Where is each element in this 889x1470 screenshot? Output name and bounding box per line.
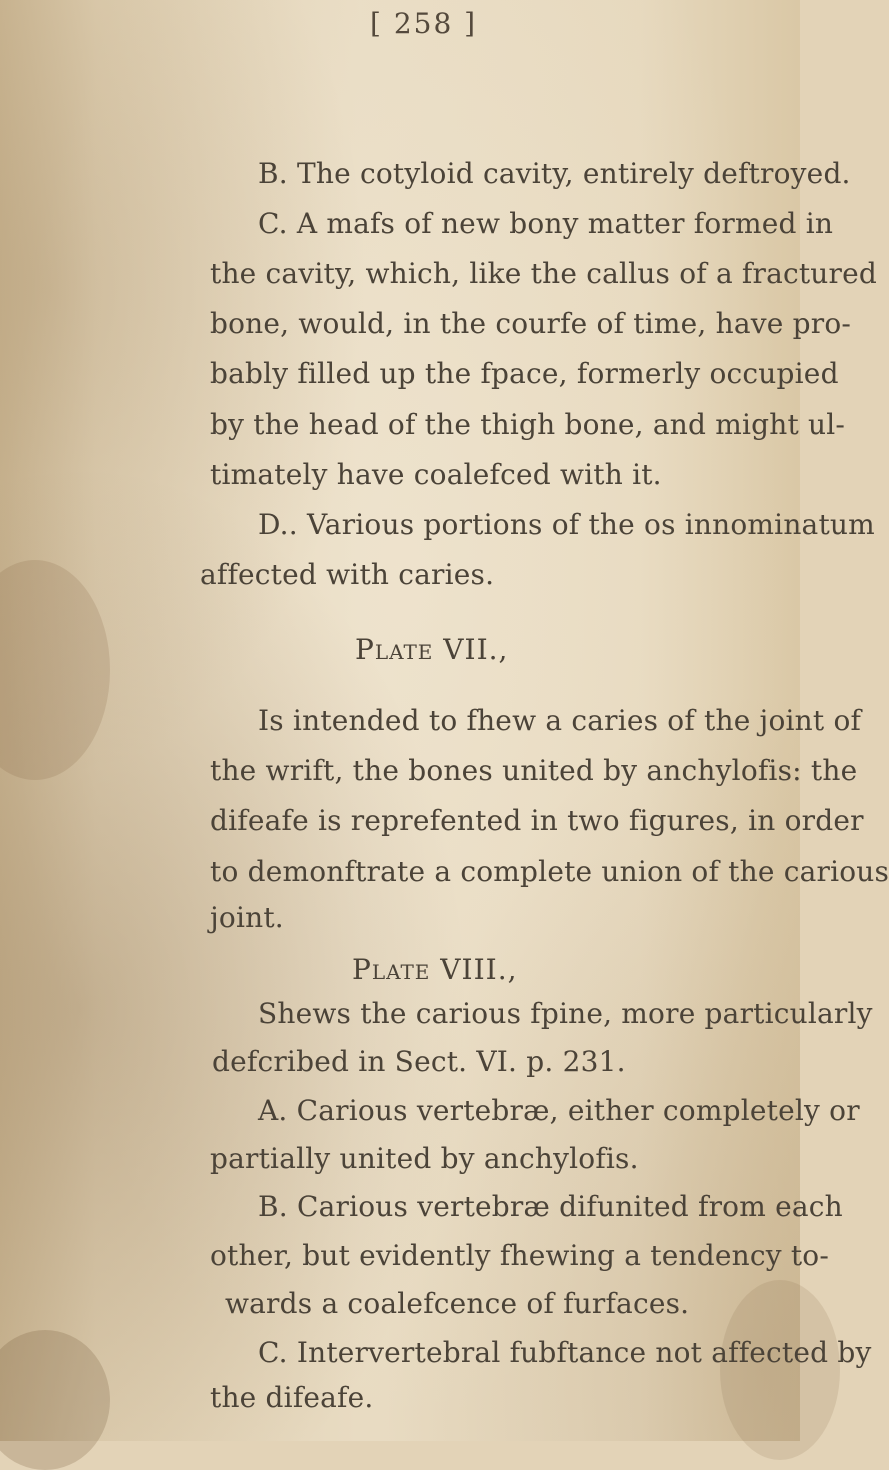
plate-8-c-line: the difeafe. [210, 1381, 374, 1414]
section-b-line: B. The cotyloid cavity, entirely deftroyed. [258, 157, 851, 190]
section-c-line: bone, would, in the courfe of time, have pro- [210, 307, 852, 340]
plate-7-line: difeafe is reprefented in two figures, in order [210, 804, 864, 837]
section-c-line: timately have coalefced with it. [210, 458, 662, 491]
plate-8-line: Shews the carious fpine, more particularly [258, 997, 873, 1030]
plate-7-line: joint. [210, 901, 284, 934]
plate-8-a-line: A. Carious vertebræ, either completely or [258, 1094, 860, 1127]
paper-stain [0, 560, 110, 780]
page-number: [ 258 ] [370, 7, 478, 40]
plate-8-a-line: partially united by anchylofis. [210, 1142, 639, 1175]
plate-7-heading: Plate VII., [355, 633, 509, 666]
plate-8-b-line: other, but evidently fhewing a tendency to- [210, 1239, 830, 1272]
section-c-line: bably filled up the fpace, formerly occupied [210, 357, 839, 390]
section-d-line: D.. Various portions of the os innominatum [258, 508, 875, 541]
paper-stain [0, 1330, 110, 1470]
section-c-line: the cavity, which, like the callus of a fractured [210, 257, 878, 290]
plate-7-line: Is intended to fhew a caries of the joint of [258, 704, 862, 737]
plate-8-b-line: wards a coalefcence of furfaces. [225, 1287, 690, 1320]
plate-7-line: the wrift, the bones united by anchylofis: the [210, 754, 858, 787]
plate-8-b-line: B. Carious vertebræ difunited from each [258, 1190, 843, 1223]
section-c-line: by the head of the thigh bone, and might ul- [210, 408, 846, 441]
plate-8-c-line: C. Intervertebral fubftance not affected by [258, 1336, 872, 1369]
plate-8-line: defcribed in Sect. VI. p. 231. [212, 1045, 626, 1078]
plate-7-line: to demonftrate a complete union of the carious [210, 855, 889, 888]
plate-8-heading: Plate VIII., [352, 953, 518, 986]
section-d-line: affected with caries. [200, 558, 495, 591]
section-c-line: C. A mafs of new bony matter formed in [258, 207, 834, 240]
